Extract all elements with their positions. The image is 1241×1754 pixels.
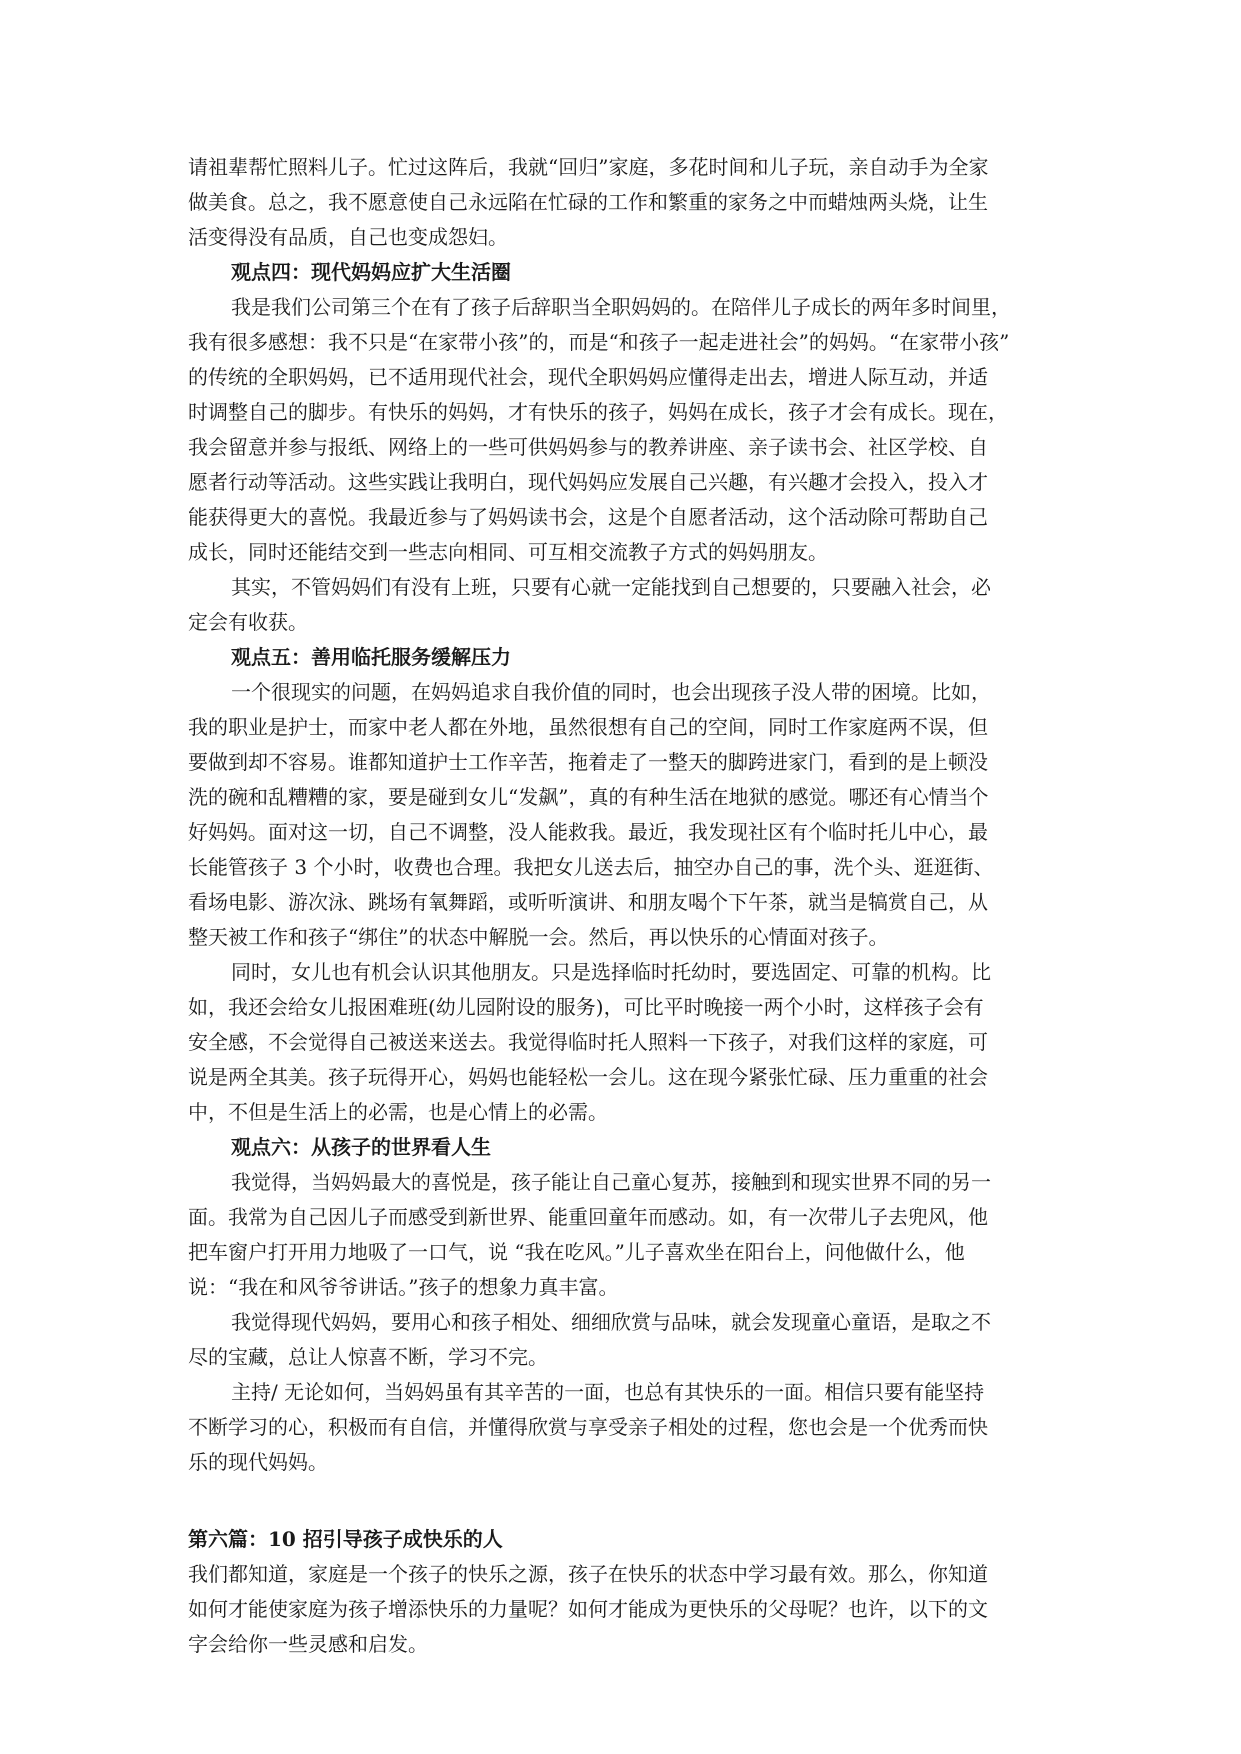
text-line: 我是我们公司第三个在有了孩子后辞职当全职妈妈的。在陪伴儿子成长的两年多时间里， bbox=[231, 295, 1011, 319]
text-line: 时调整自己的脚步。有快乐的妈妈，才有快乐的孩子，妈妈在成长，孩子才会有成长。现在， bbox=[188, 400, 1008, 424]
section-title: 第六篇：10 招引导孩子成快乐的人 bbox=[188, 1527, 503, 1551]
text-line: 中，不但是生活上的必需，也是心情上的必需。 bbox=[188, 1100, 608, 1124]
heading-viewpoint-6: 观点六：从孩子的世界看人生 bbox=[231, 1135, 491, 1159]
text-line: 愿者行动等活动。这些实践让我明白，现代妈妈应发展自己兴趣，有兴趣才会投入，投入才 bbox=[188, 470, 988, 494]
paragraph-viewpoint-4b bbox=[188, 570, 1058, 640]
heading-viewpoint-4: 观点四：现代妈妈应扩大生活圈 bbox=[231, 260, 511, 284]
document-page bbox=[188, 150, 1058, 1662]
text-line: 乐的现代妈妈。 bbox=[188, 1450, 328, 1474]
text-line: 如，我还会给女儿报困难班(幼儿园附设的服务)，可比平时晚接一两个小时，这样孩子会有 bbox=[188, 995, 984, 1019]
paragraph-viewpoint-5a bbox=[188, 675, 1058, 955]
text-line: 好妈妈。面对这一切，自己不调整，没人能救我。最近，我发现社区有个临时托儿中心，最 bbox=[188, 820, 988, 844]
text-line: 一个很现实的问题，在妈妈追求自我价值的同时，也会出现孩子没人带的困境。比如， bbox=[231, 680, 991, 704]
text-line: 整天被工作和孩子“绑住”的状态中解脱一会。然后，再以快乐的心情面对孩子。 bbox=[188, 925, 889, 949]
heading-viewpoint-5: 观点五：善用临托服务缓解压力 bbox=[231, 645, 511, 669]
text-line: 活变得没有品质，自己也变成怨妇。 bbox=[188, 225, 508, 249]
text-line: 我觉得现代妈妈，要用心和孩子相处、细细欣赏与品味，就会发现童心童语，是取之不 bbox=[231, 1310, 991, 1334]
text-line: 请祖辈帮忙照料儿子。忙过这阵后，我就“回归”家庭，多花时间和儿子玩，亲自动手为全家 bbox=[188, 155, 989, 179]
text-line: 我觉得，当妈妈最大的喜悦是，孩子能让自己童心复苏，接触到和现实世界不同的另一 bbox=[231, 1170, 991, 1194]
paragraph-viewpoint-6a bbox=[188, 1165, 1058, 1305]
text-line: 我们都知道，家庭是一个孩子的快乐之源，孩子在快乐的状态中学习最有效。那么，你知道 bbox=[188, 1562, 988, 1586]
paragraph-viewpoint-6b bbox=[188, 1305, 1058, 1375]
text-line: 把车窗户打开用力地吸了一口气，说 “我在吃风。”儿子喜欢坐在阳台上，问他做什么，他 bbox=[188, 1240, 965, 1264]
paragraph-viewpoint-4a bbox=[188, 290, 1058, 570]
text-line: 看场电影、游次泳、跳场有氧舞蹈，或听听演讲、和朋友喝个下午茶，就当是犒赏自己，从 bbox=[188, 890, 988, 914]
text-line: 说：“我在和风爷爷讲话。”孩子的想象力真丰富。 bbox=[188, 1275, 619, 1299]
text-line: 不断学习的心，积极而有自信，并懂得欣赏与享受亲子相处的过程，您也会是一个优秀而快 bbox=[188, 1415, 988, 1439]
text-line: 长能管孩子 3 个小时，收费也合理。我把女儿送去后，抽空办自己的事，洗个头、逛逛街、 bbox=[188, 855, 994, 879]
text-line: 如何才能使家庭为孩子增添快乐的力量呢？如何才能成为更快乐的父母呢？也许，以下的文 bbox=[188, 1597, 988, 1621]
text-line: 安全感，不会觉得自己被送来送去。我觉得临时托人照料一下孩子，对我们这样的家庭，可 bbox=[188, 1030, 988, 1054]
text-line: 定会有收获。 bbox=[188, 610, 308, 634]
text-line: 说是两全其美。孩子玩得开心，妈妈也能轻松一会儿。这在现今紧张忙碌、压力重重的社会 bbox=[188, 1065, 988, 1089]
text-line: 尽的宝藏，总让人惊喜不断，学习不完。 bbox=[188, 1345, 548, 1369]
text-line: 面。我常为自己因儿子而感受到新世界、能重回童年而感动。如，有一次带儿子去兜风，他 bbox=[188, 1205, 988, 1229]
text-line: 同时，女儿也有机会认识其他朋友。只是选择临时托幼时，要选固定、可靠的机构。比 bbox=[231, 960, 991, 984]
text-line: 做美食。总之，我不愿意使自己永远陷在忙碌的工作和繁重的家务之中而蜡烛两头烧，让生 bbox=[188, 190, 988, 214]
text-line: 其实，不管妈妈们有没有上班，只要有心就一定能找到自己想要的，只要融入社会，必 bbox=[231, 575, 991, 599]
text-line: 我会留意并参与报纸、网络上的一些可供妈妈参与的教养讲座、亲子读书会、社区学校、自 bbox=[188, 435, 988, 459]
section-spacer bbox=[188, 1480, 1058, 1522]
text-line: 的传统的全职妈妈，已不适用现代社会，现代全职妈妈应懂得走出去，增进人际互动，并适 bbox=[188, 365, 988, 389]
paragraph-host-conclusion bbox=[188, 1375, 1058, 1480]
paragraph-viewpoint-5b bbox=[188, 955, 1058, 1130]
text-line: 要做到却不容易。谁都知道护士工作辛苦，拖着走了一整天的脚跨进家门，看到的是上顿没 bbox=[188, 750, 988, 774]
text-line: 我的职业是护士，而家中老人都在外地，虽然很想有自己的空间，同时工作家庭两不误，但 bbox=[188, 715, 988, 739]
text-line: 主持/ 无论如何，当妈妈虽有其辛苦的一面，也总有其快乐的一面。相信只要有能坚持 bbox=[231, 1380, 985, 1404]
paragraph-intro bbox=[188, 150, 1058, 255]
text-line: 字会给你一些灵感和启发。 bbox=[188, 1632, 428, 1656]
text-line: 洗的碗和乱糟糟的家，要是碰到女儿“发飙”，真的有种生活在地狱的感觉。哪还有心情当个 bbox=[188, 785, 989, 809]
text-line: 能获得更大的喜悦。我最近参与了妈妈读书会，这是个自愿者活动，这个活动除可帮助自己 bbox=[188, 505, 988, 529]
text-line: 成长，同时还能结交到一些志向相同、可互相交流教子方式的妈妈朋友。 bbox=[188, 540, 828, 564]
text-line: 我有很多感想：我不只是“在家带小孩”的，而是“和孩子一起走进社会”的妈妈。“在家带小孩” bbox=[188, 330, 1010, 354]
paragraph-section-intro bbox=[188, 1557, 1058, 1662]
